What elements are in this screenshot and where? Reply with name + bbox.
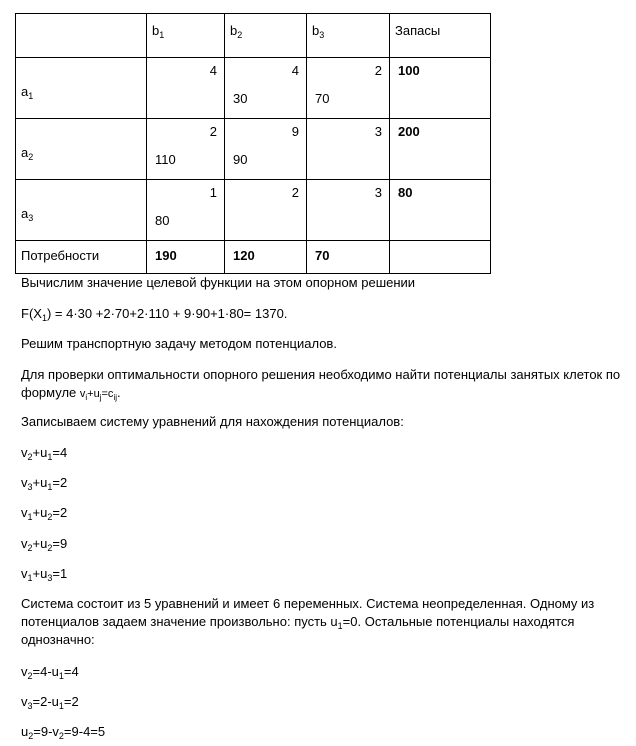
cell: 3	[307, 180, 390, 241]
paragraph-system: Записываем систему уравнений для нахождения потенциалов:	[21, 414, 404, 429]
table-row	[16, 119, 491, 180]
equation: $v_1+u_3=1$	[21, 566, 68, 583]
paragraph-optimality: Для проверки оптимальности опорного решения необходимо найти потенциалы занятых клеток по формуле $v_i+u_j=c_{ij}$.	[21, 367, 621, 402]
need-cell: 120	[225, 241, 307, 274]
cell: 4	[147, 58, 225, 119]
empty-cell	[390, 241, 491, 274]
equation: $v_2+u_2=9$	[21, 536, 68, 553]
stock-cell: 200	[390, 119, 491, 180]
solution: $v_3=2-u_1=2$	[21, 694, 79, 711]
needs-label-cell: Потребности	[16, 241, 147, 274]
equation: $v_3+u_1=2$	[21, 475, 68, 492]
paragraph-undetermined: Система состоит из 5 уравнений и имеет 6 переменных. Система неопределенная. Одному из потенциалов задаем значение произвольно: пусть $u_1=0$. Остальные потенциалы находятся однозначно:	[21, 596, 595, 647]
row-header-a2: $a_2$	[16, 119, 147, 180]
equation: $v_2+u_1=4$	[21, 445, 68, 462]
need-cell: 70	[307, 241, 390, 274]
paragraph-objective: Вычислим значение целевой функции на этом опорном решении	[21, 275, 416, 290]
cell: 3	[307, 119, 390, 180]
need-cell: 190	[147, 241, 225, 274]
solution: $u_2=9-v_2=9-4=5$	[21, 724, 106, 741]
cell: 4 30	[225, 58, 307, 119]
cell: 9 90	[225, 119, 307, 180]
col-header-b1: $b_1$	[147, 14, 225, 58]
corner-cell	[16, 14, 147, 58]
table-row	[16, 180, 491, 241]
transport-table	[15, 13, 491, 274]
table-row	[16, 58, 491, 119]
stock-cell: 100	[390, 58, 491, 119]
cell: 2 110	[147, 119, 225, 180]
solution: $v_2=4-u_1=4$	[21, 664, 79, 681]
equation: $v_1+u_2=2$	[21, 505, 68, 522]
cell: 1 80	[147, 180, 225, 241]
paragraph-method: Решим транспортную задачу методом потенциалов.	[21, 336, 337, 351]
row-header-a3: $a_3$	[16, 180, 147, 241]
col-header-b2: $b_2$	[225, 14, 307, 58]
col-header-b3: $b_3$	[307, 14, 390, 58]
cell: 2 70	[307, 58, 390, 119]
formula-objective: $F(X_1) = 4\cdot 30 +2\cdot 70+2\cdot 110 + 9\cdot 90+1\cdot 80= 1370$.	[21, 306, 288, 323]
cell: 2	[225, 180, 307, 241]
col-header-stock: Запасы	[390, 14, 491, 58]
stock-cell: 80	[390, 180, 491, 241]
table-row	[16, 241, 491, 274]
row-header-a1: $a_1$	[16, 58, 147, 119]
